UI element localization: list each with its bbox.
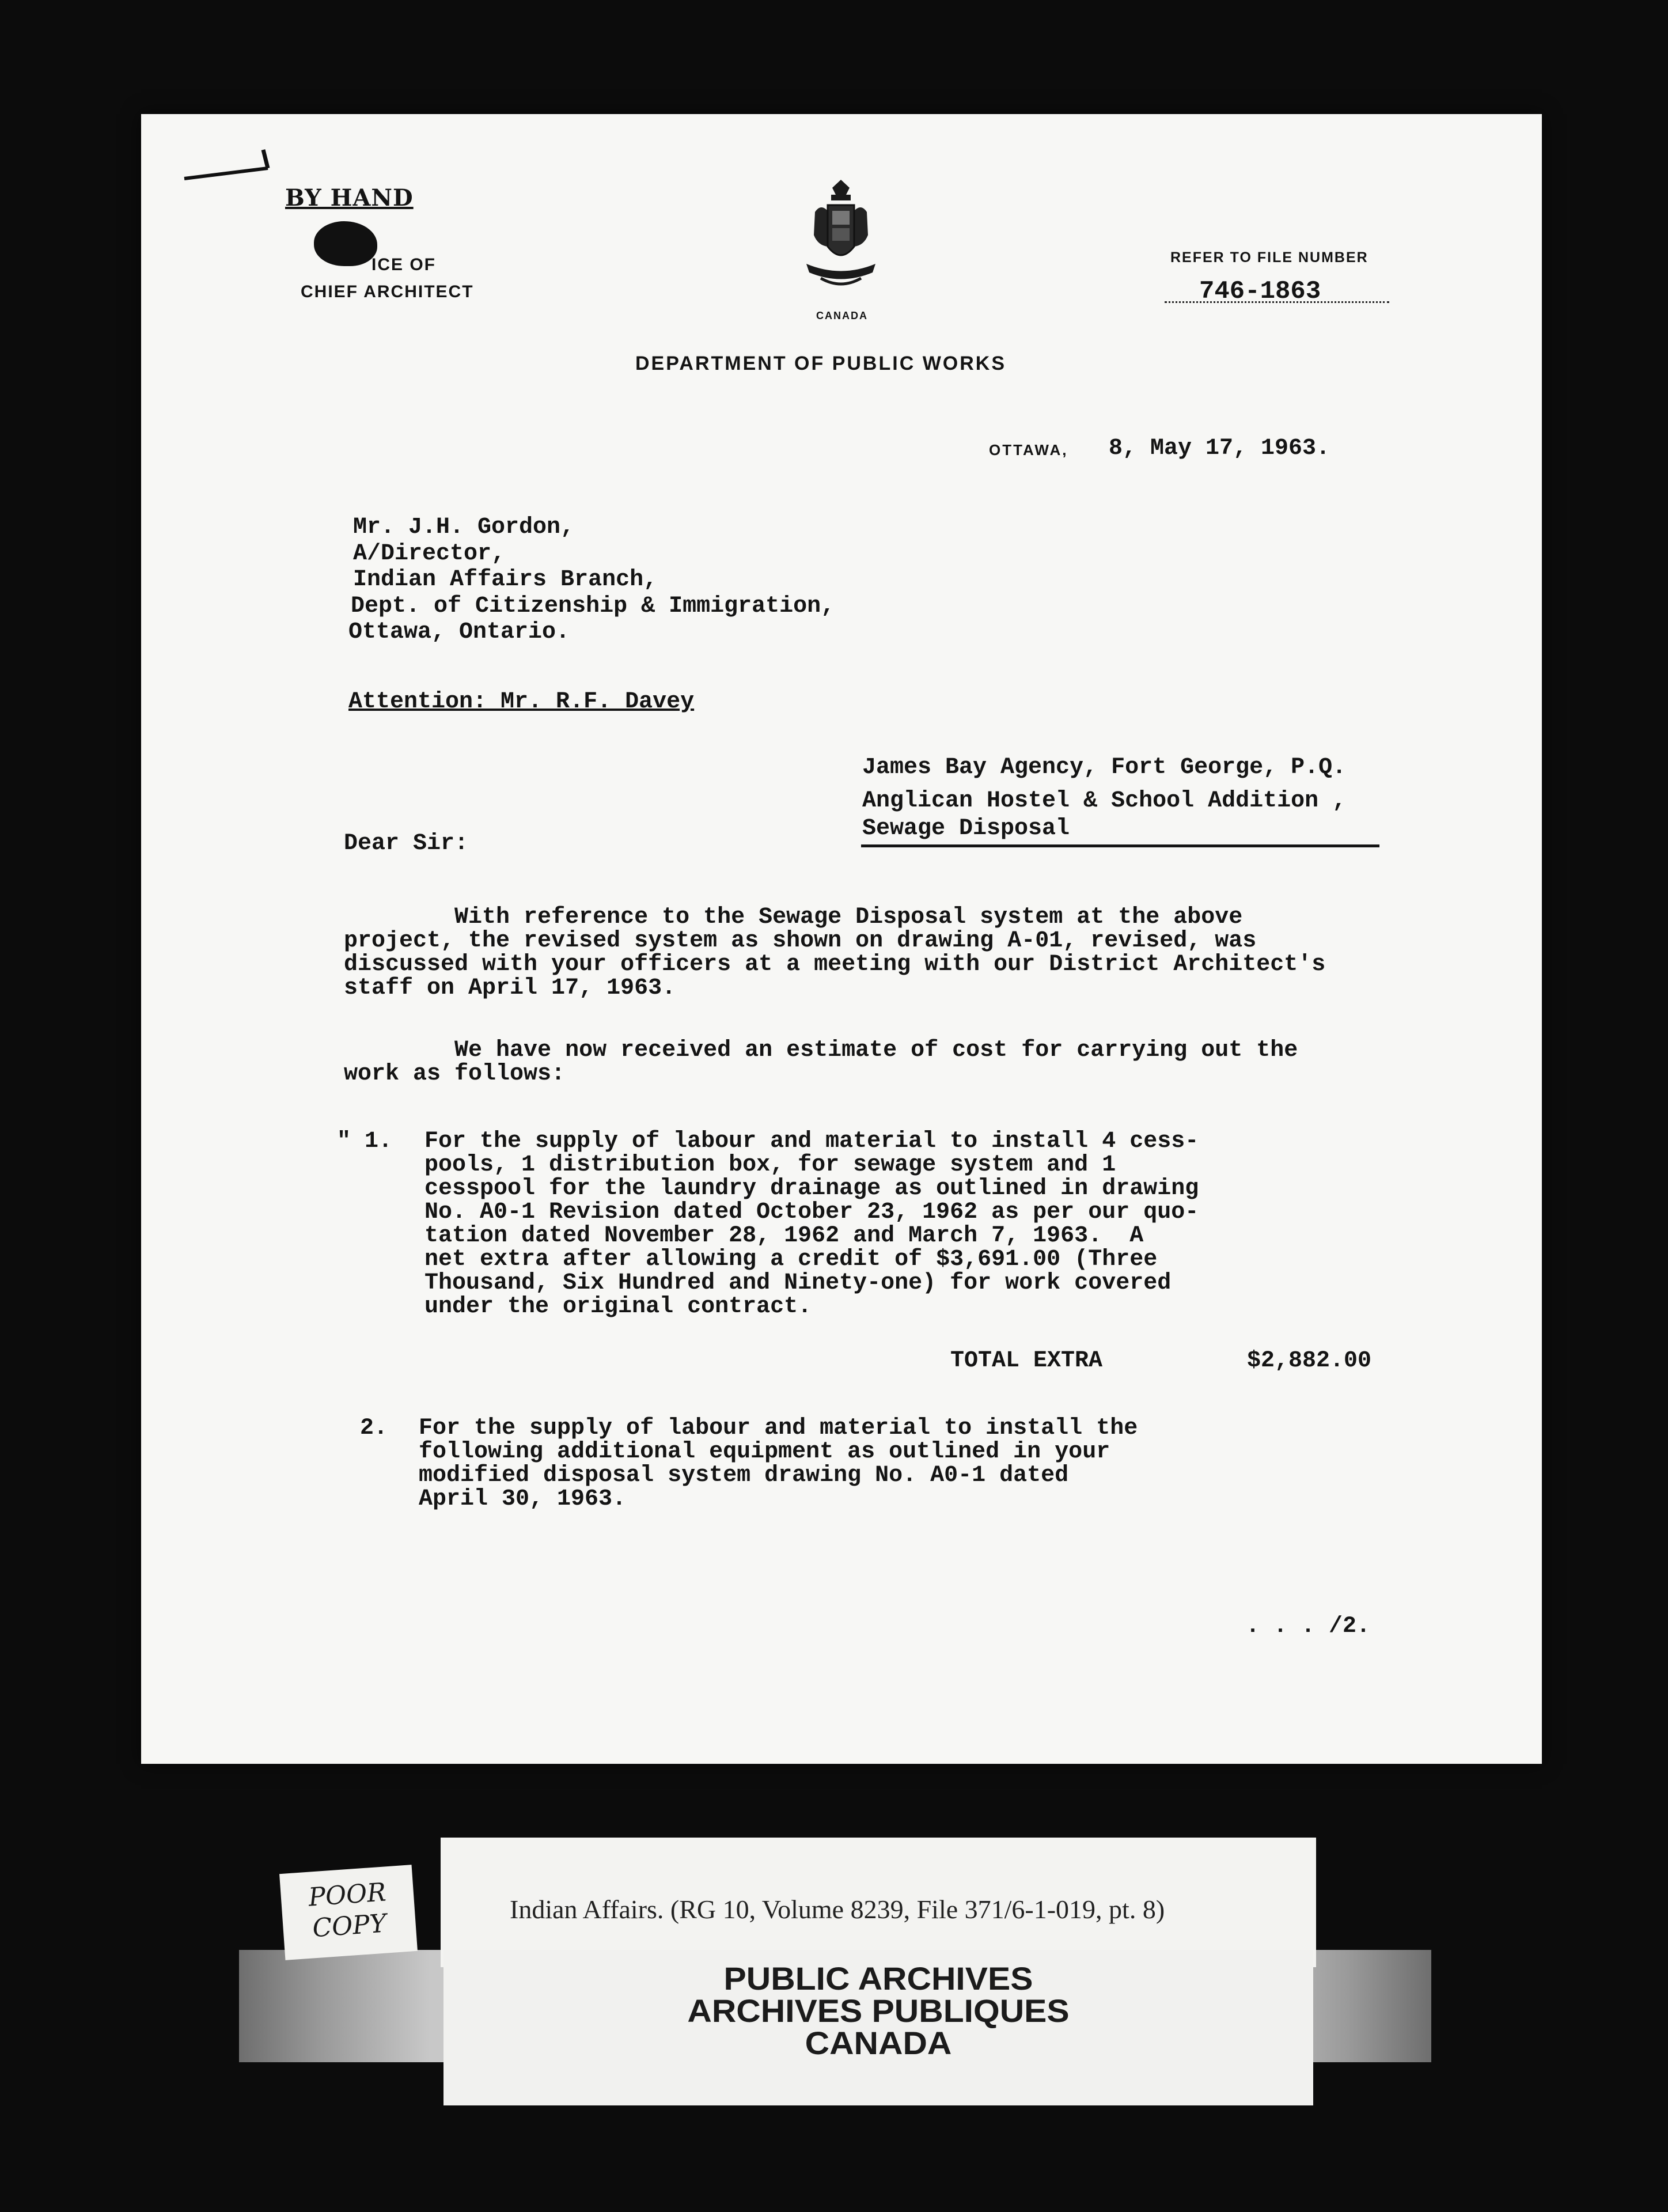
total-extra-label: TOTAL EXTRA xyxy=(950,1348,1103,1374)
addressee-line: Dept. of Citizenship & Immigration, xyxy=(351,593,835,619)
item-2-line: following additional equipment as outlined in your xyxy=(419,1439,1110,1465)
salutation: Dear Sir: xyxy=(344,831,469,857)
body-line: discussed with your officers at a meeting with our District Architect's xyxy=(344,952,1326,978)
poor-copy-line: COPY xyxy=(311,1908,388,1944)
total-extra-value: $2,882.00 xyxy=(1247,1348,1372,1374)
archive-stamp-card xyxy=(443,1950,1313,2105)
refer-to-file-label: REFER TO FILE NUMBER xyxy=(1170,249,1368,266)
archive-stamp-line: ARCHIVES PUBLIQUES xyxy=(687,1993,1070,2029)
item-2-line: modified disposal system drawing No. A0-1 dated xyxy=(419,1463,1069,1488)
body-line: project, the revised system as shown on drawing A-01, revised, was xyxy=(344,928,1257,954)
ink-blot xyxy=(314,221,377,266)
addressee-line: Indian Affairs Branch, xyxy=(353,567,658,593)
archive-stamp-line: PUBLIC ARCHIVES xyxy=(723,1960,1033,1997)
body-line: staff on April 17, 1963. xyxy=(344,975,676,1001)
item-1-marker: " 1. xyxy=(337,1128,393,1154)
item-2-marker: 2. xyxy=(360,1415,388,1441)
reference-line: James Bay Agency, Fort George, P.Q. xyxy=(862,755,1347,781)
item-1-line: cesspool for the laundry drainage as outlined in drawing xyxy=(424,1176,1199,1202)
addressee-line: A/Director, xyxy=(353,541,506,567)
file-number: 746-1863 xyxy=(1199,277,1321,306)
letter-sheet xyxy=(141,114,1542,1764)
archive-stamp-line: CANADA xyxy=(805,2025,952,2061)
addressee-line: Ottawa, Ontario. xyxy=(348,619,570,645)
archive-stamp xyxy=(443,1960,1313,2061)
page-continued: . . . /2. xyxy=(1246,1613,1371,1639)
department-heading: DEPARTMENT OF PUBLIC WORKS xyxy=(635,353,1007,374)
item-1-line: tation dated November 28, 1962 and March 7, 1963. A xyxy=(424,1223,1144,1249)
reference-line: Anglican Hostel & School Addition , xyxy=(862,788,1347,814)
by-hand-note: BY HAND xyxy=(285,184,414,211)
item-2-line: For the supply of labour and material to install the xyxy=(419,1415,1138,1441)
item-1-line: pools, 1 distribution box, for sewage system and 1 xyxy=(424,1152,1116,1178)
reference-line: Sewage Disposal xyxy=(862,816,1070,842)
addressee-line: Mr. J.H. Gordon, xyxy=(353,514,575,540)
office-of-label: ICE OF xyxy=(371,255,437,274)
item-1-line: under the original contract. xyxy=(424,1294,812,1320)
chief-architect-label: CHIEF ARCHITECT xyxy=(301,282,474,301)
item-1-line: For the supply of labour and material to install 4 cess- xyxy=(424,1128,1199,1154)
dateline-date: 8, May 17, 1963. xyxy=(1109,435,1330,461)
item-1-line: Thousand, Six Hundred and Ninety-one) for work covered xyxy=(424,1270,1172,1296)
item-1-line: No. A0-1 Revision dated October 23, 1962 as per our quo- xyxy=(424,1199,1199,1225)
archive-citation: Indian Affairs. (RG 10, Volume 8239, File 371/6-1-019, pt. 8) xyxy=(510,1895,1165,1924)
body-line: We have now received an estimate of cost for carrying out the xyxy=(344,1037,1298,1063)
reference-underline xyxy=(861,844,1379,847)
pen-mark xyxy=(181,149,274,183)
canada-coat-of-arms-icon xyxy=(798,177,884,310)
body-line: With reference to the Sewage Disposal system at the above xyxy=(344,904,1243,930)
dateline-place: OTTAWA, xyxy=(989,441,1068,459)
body-line: work as follows: xyxy=(344,1061,566,1087)
poor-copy-line: POOR xyxy=(307,1877,387,1912)
poor-copy-label xyxy=(279,1865,418,1960)
item-2-line: April 30, 1963. xyxy=(419,1486,627,1512)
attention-line: Attention: Mr. R.F. Davey xyxy=(348,689,695,715)
item-1-line: net extra after allowing a credit of $3,691.00 (Three xyxy=(424,1247,1158,1272)
citation-card xyxy=(441,1838,1316,1967)
file-number-rule xyxy=(1165,301,1389,303)
crest-label: CANADA xyxy=(816,310,868,321)
